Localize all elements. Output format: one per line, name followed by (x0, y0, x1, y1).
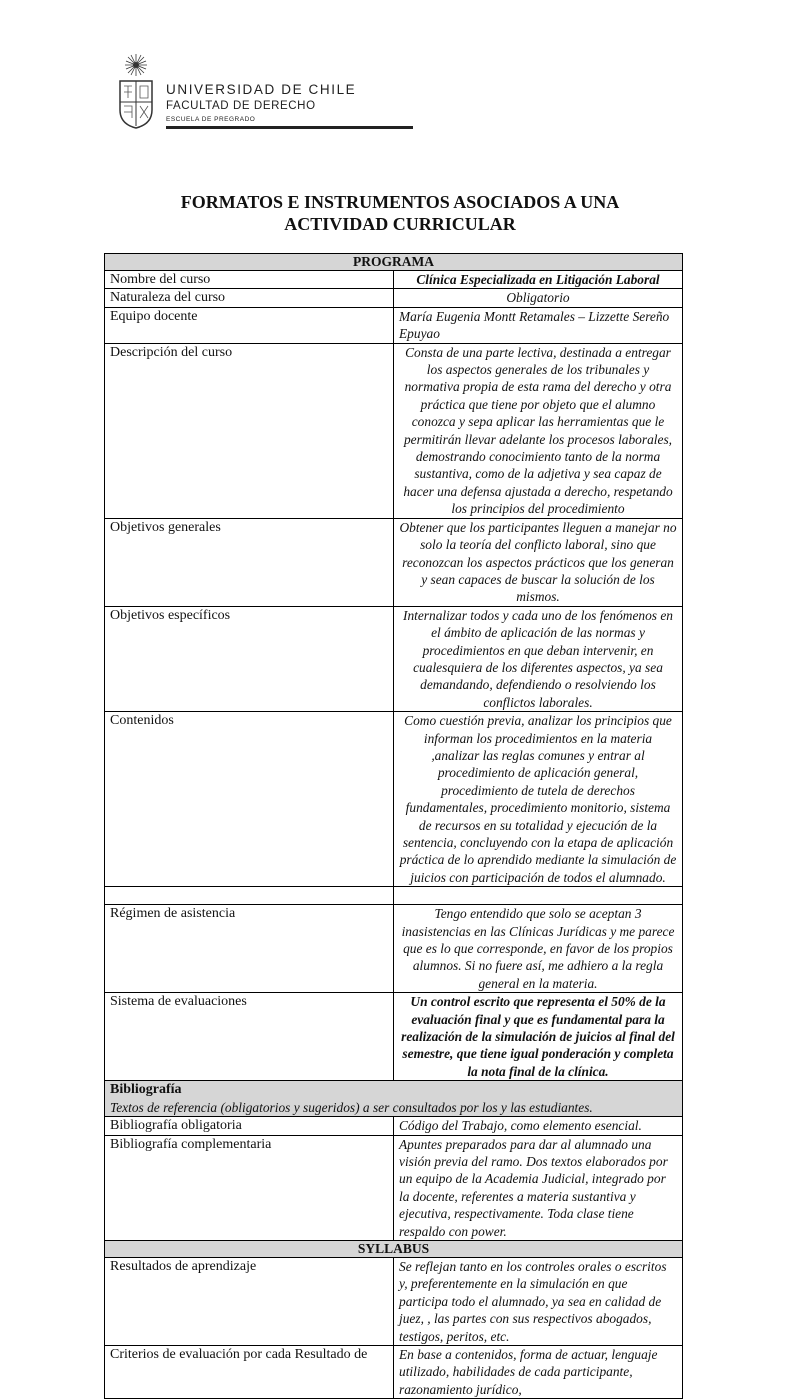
table-row (105, 1117, 683, 1135)
university-logo (113, 52, 357, 130)
programa-header-row (105, 254, 683, 271)
row-value-equipo: María Eugenia Montt Retamales – Lizzette Sereño Epuyao (394, 307, 683, 343)
row-label-obj-generales: Objetivos generales (105, 518, 394, 606)
document-title (100, 191, 700, 235)
bibliografia-cell (105, 1081, 683, 1117)
row-value-criterios: En base a contenidos, forma de actuar, lenguaje utilizado, habilidades de cada participante, razonamiento jurídico, (394, 1345, 683, 1398)
syllabus-header-row (105, 1240, 683, 1257)
row-value-contenidos: Como cuestión previa, analizar los principios que informan los procedimientos en la materia ,analizar las reglas comunes y entrar al procedimiento de aplicación general, procedimiento de tutela de derechos fundamentales, procedimiento monitorio, sistema de recursos en su totalidad y ejecución de la sentencia, concluyendo con la etapa de aplicación práctica de lo aprendido mediante la simulación de juicios con participación de todos el alumnado. (394, 712, 683, 887)
row-label-sistema: Sistema de evaluaciones (105, 993, 394, 1081)
faculty-name: FACULTAD DE DERECHO (166, 100, 316, 112)
programa-header: PROGRAMA (105, 254, 683, 271)
table-row (105, 1135, 683, 1240)
table-row (105, 307, 683, 343)
title-line-2: ACTIVIDAD CURRICULAR (284, 214, 516, 234)
bibliografia-title: Bibliografía (110, 1082, 182, 1098)
table-row (105, 993, 683, 1081)
row-label-equipo: Equipo docente (105, 307, 394, 343)
row-label-bib-obligatoria: Bibliografía obligatoria (105, 1117, 394, 1135)
row-value-resultados: Se reflejan tanto en los controles orales o escritos y, preferentemente en la simulación en que participa todo el alumnado, ya sea en calidad de juez, , las partes con sus respectivos abogados, testigos, peritos, etc. (394, 1257, 683, 1345)
bibliografia-subtitle: Textos de referencia (obligatorios y sugeridos) a ser consultados por los y las estudiantes. (110, 1099, 593, 1115)
row-value-obj-especificos: Internalizar todos y cada uno de los fenómenos en el ámbito de aplicación de las normas y procedimientos en que deban intervenir, en cualesquiera de los diferentes aspectos, ya sea demandando, defendiendo o resolviendo los conflictos laborales. (394, 606, 683, 711)
school-name: ESCUELA DE PREGRADO (166, 116, 256, 123)
row-value-bib-complementaria: Apuntes preparados para dar al alumnado una visión previa del ramo. Dos textos elaborados por un equipo de la Academia Judicial, integrado por la docente, referentes a materia sustantiva y ejecutiva, respectivamente. Toda clase tiene respaldo con power. (394, 1135, 683, 1240)
program-table (104, 253, 683, 1399)
title-line-1: FORMATOS E INSTRUMENTOS ASOCIADOS A UNA (180, 192, 620, 212)
bibliografia-row (105, 1081, 683, 1117)
row-value-descripcion: Consta de una parte lectiva, destinada a entregar los aspectos generales de los tribunales y normativa propia de esta rama del derecho y otra práctica que tiene por objeto que el alumno conozca y sepa aplicar las herramientas que le permitirán llevar adelante los procesos laborales, demostrando conocimiento tanto de la norma sustantiva, como de la adjetiva y sea capaz de hacer una defensa ajustada a derecho, respetando los principios del procedimiento (394, 343, 683, 518)
university-name: UNIVERSIDAD DE CHILE (166, 82, 357, 97)
row-label-obj-especificos: Objetivos específicos (105, 606, 394, 711)
row-label-regimen: Régimen de asistencia (105, 905, 394, 993)
row-label-nombre: Nombre del curso (105, 271, 394, 289)
row-label-contenidos: Contenidos (105, 712, 394, 887)
university-seal-icon (113, 52, 159, 130)
row-label-descripcion: Descripción del curso (105, 343, 394, 518)
table-row (105, 343, 683, 518)
syllabus-header: SYLLABUS (105, 1240, 683, 1257)
logo-divider (166, 126, 413, 129)
row-label-resultados: Resultados de aprendizaje (105, 1257, 394, 1345)
table-row (105, 712, 683, 887)
row-label-criterios: Criterios de evaluación por cada Resultado de (105, 1345, 394, 1398)
row-label-naturaleza: Naturaleza del curso (105, 289, 394, 307)
table-row (105, 1345, 683, 1398)
table-row (105, 271, 683, 289)
row-value-naturaleza: Obligatorio (394, 289, 683, 307)
table-row (105, 289, 683, 307)
empty-label-cell (105, 887, 394, 905)
empty-value-cell (394, 887, 683, 905)
row-value-nombre: Clínica Especializada en Litigación Laboral (394, 271, 683, 289)
table-row (105, 905, 683, 993)
table-row (105, 1257, 683, 1345)
row-value-regimen: Tengo entendido que solo se aceptan 3 inasistencias en las Clínicas Jurídicas y me parece que es lo que corresponde, en favor de los propios alumnos. Si no fuere así, me adhiero a la regla general en la materia. (394, 905, 683, 993)
table-row-empty (105, 887, 683, 905)
row-value-obj-generales: Obtener que los participantes lleguen a manejar no solo la teoría del conflicto laboral, sino que reconozcan los aspectos prácticos que los generan y sean capaces de buscar la solución de los mismos. (394, 518, 683, 606)
row-value-sistema: Un control escrito que representa el 50% de la evaluación final y que es fundamental para la realización de la simulación de juicios al final del semestre, que tiene igual ponderación y completa la nota final de la clínica. (394, 993, 683, 1081)
row-value-bib-obligatoria: Código del Trabajo, como elemento esencial. (394, 1117, 683, 1135)
table-row (105, 518, 683, 606)
table-row (105, 606, 683, 711)
row-label-bib-complementaria: Bibliografía complementaria (105, 1135, 394, 1240)
